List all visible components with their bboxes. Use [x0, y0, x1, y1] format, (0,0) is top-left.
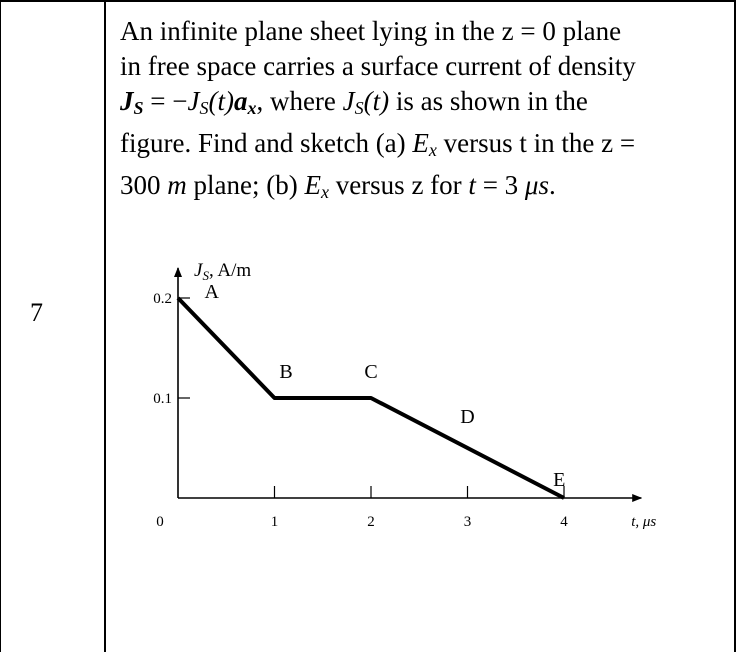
current-density-chart [104, 240, 664, 550]
question-line-5 [120, 168, 728, 210]
e-symbol: E [412, 128, 429, 158]
question-line-1: An infinite plane sheet lying in the z = 0 plane [120, 16, 622, 46]
js-subscript-2: S [199, 98, 209, 118]
equals-minus: = − [143, 86, 188, 116]
unit-vector: a [233, 86, 248, 116]
versus-text: versus t in the z = [436, 128, 636, 158]
meter-unit: m [167, 170, 187, 200]
where-text: , where [256, 86, 343, 116]
e-symbol-2: E [304, 170, 321, 200]
chart-labels [205, 281, 566, 491]
current-density-line [178, 298, 564, 498]
distance-value: 300 [120, 170, 168, 200]
y-tick-label: 0.1 [153, 391, 172, 407]
x-tick-label: 1 [270, 514, 279, 530]
microsecond-unit: μs [524, 170, 549, 200]
point-label-e: E [553, 469, 566, 491]
y-axis-label-sub: S [202, 268, 209, 283]
js-subscript: S [133, 98, 144, 118]
plane-text: plane; (b) [186, 170, 305, 200]
x-tick-label: 0 [156, 514, 164, 530]
question-line-2: in free space carries a surface current of density [120, 51, 636, 81]
question-number-cell [0, 0, 104, 652]
y-axis-label [194, 260, 251, 283]
time-value: = 3 [475, 170, 525, 200]
period: . [548, 170, 556, 200]
x-tick-label: 4 [560, 514, 568, 530]
e-subscript-2: x [320, 182, 329, 202]
chart-ticks [153, 291, 568, 530]
question-text [120, 14, 728, 210]
x-axis-label: t, μs [631, 514, 657, 530]
question-line-4 [120, 126, 728, 168]
x-tick-label: 3 [463, 514, 472, 530]
table-border-right [734, 0, 736, 652]
js-symbol: J [120, 86, 134, 116]
js-subscript-3: S [354, 98, 364, 118]
find-text: figure. Find and sketch (a) [120, 128, 413, 158]
time-arg-2: (t) [363, 86, 390, 116]
y-axis-label-rest: , A/m [208, 260, 252, 281]
js-symbol-2: J [187, 86, 200, 116]
y-tick-label: 0.2 [153, 291, 172, 307]
t-symbol: t [468, 170, 476, 200]
point-label-b: B [279, 361, 293, 383]
point-label-d: D [460, 406, 475, 428]
point-label-a: A [204, 281, 220, 303]
unit-vector-subscript: x [247, 98, 257, 118]
js-symbol-3: J [342, 86, 355, 116]
x-tick-label: 2 [367, 514, 375, 530]
versus-z-text: versus z for [328, 170, 469, 200]
chart-series [178, 298, 564, 498]
point-label-c: C [364, 361, 378, 383]
question-number: 7 [30, 298, 43, 327]
question-line-3 [120, 84, 728, 126]
e-subscript: x [428, 140, 437, 160]
time-arg: (t) [208, 86, 234, 116]
shown-text: is as shown in the [389, 86, 588, 116]
chart-axes [178, 268, 641, 498]
y-axis-label-main: J [194, 260, 203, 281]
